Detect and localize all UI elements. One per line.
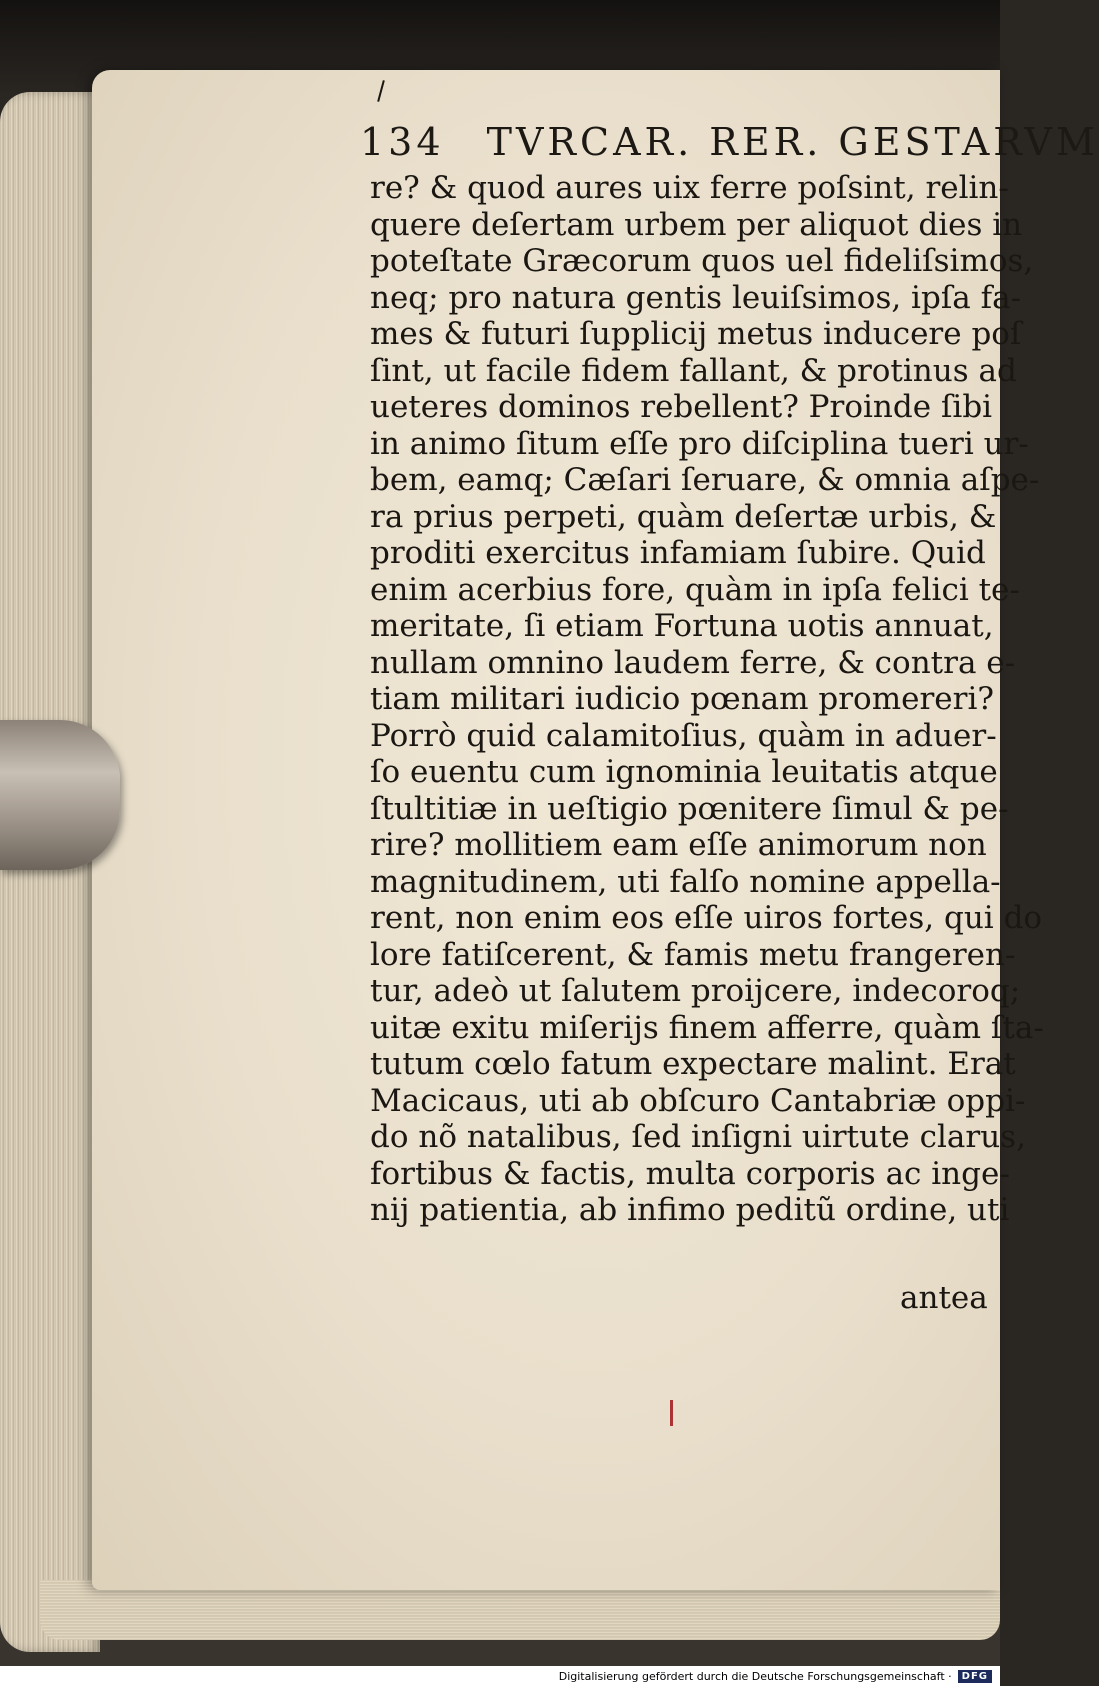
text-line: do nõ natalibus, ſed inſigni uirtute clarus, — [370, 1119, 1026, 1155]
page-mark — [670, 1400, 673, 1426]
running-title: TVRCAR. RER. GESTARVM — [486, 120, 1099, 164]
text-line: rire? mollitiem eam eſſe animorum non — [370, 827, 987, 863]
text-line: ſtultitiæ in ueſtigio pœnitere ſimul & pe- — [370, 790, 1009, 827]
text-line: rent, non enim eos eſſe uiros fortes, qui do — [370, 900, 1043, 936]
text-line: in animo ſitum eſſe pro diſciplina tueri ur- — [370, 425, 1029, 462]
text-line: ſint, ut facile fidem fallant, & protinus ad — [370, 352, 1017, 389]
text-line: ueteres dominos rebellent? Proinde ſibi — [370, 389, 993, 425]
text-line: poteſtate Græcorum quos uel fideliſsimos, — [370, 243, 1034, 279]
text-line: lore fatiſcerent, & famis metu frangeren- — [370, 936, 1016, 973]
text-line: Macicaus, uti ab obſcuro Cantabriæ oppi- — [370, 1082, 1026, 1119]
page-edges-left — [0, 92, 100, 1652]
text-line: tutum cœlo fatum expectare malint. Erat — [370, 1046, 1016, 1082]
book-clamp — [0, 720, 120, 870]
text-line: Porrò quid calamitoſius, quàm in aduer- — [370, 717, 997, 754]
text-line: bem, eamq; Cæſari ſeruare, & omnia aſpe- — [370, 462, 1040, 498]
dfg-logo: DFG — [958, 1670, 992, 1683]
text-line: neq; pro natura gentis leuiſsimos, ipſa fa- — [370, 279, 1022, 316]
footer-credit: Digitalisierung gefördert durch die Deutsche Forschungsgemeinschaft · — [558, 1669, 952, 1683]
text-line: fortibus & factis, multa corporis ac inge- — [370, 1155, 1010, 1192]
text-line: proditi exercitus infamiam ſubire. Quid — [370, 535, 986, 571]
page-number: 134 — [360, 120, 445, 164]
text-line: mes & futuri ſupplicij metus inducere poſ — [370, 316, 1022, 352]
text-line: quere deſertam urbem per aliquot dies in — [370, 206, 1023, 243]
running-header — [360, 120, 1099, 170]
text-line: ſo euentu cum ignominia leuitatis atque — [370, 754, 998, 790]
digitization-footer — [0, 1666, 1000, 1686]
text-line: ra prius perpeti, quàm deſertæ urbis, & — [370, 498, 997, 535]
text-line: tur, adeò ut ſalutem proijcere, indecoroq; — [370, 973, 1021, 1009]
text-line: nullam omnino laudem ferre, & contra e- — [370, 644, 1016, 681]
text-line: tiam militari iudicio pœnam promereri? — [370, 681, 994, 717]
catchword: antea — [900, 1280, 988, 1316]
text-line: re? & quod aures uix ferre poſsint, relin- — [370, 170, 1009, 206]
text-line: nij patientia, ab infimo peditũ ordine, uti — [370, 1192, 1010, 1228]
text-line: magnitudinem, uti falſo nomine appella- — [370, 863, 1001, 900]
body-text — [370, 170, 1044, 1229]
text-line: enim acerbius fore, quàm in ipſa felici te- — [370, 571, 1020, 608]
text-line: meritate, ſi etiam Fortuna uotis annuat, — [370, 608, 994, 644]
text-line: uitæ exitu miſerijs finem afferre, quàm ſta- — [370, 1009, 1044, 1046]
